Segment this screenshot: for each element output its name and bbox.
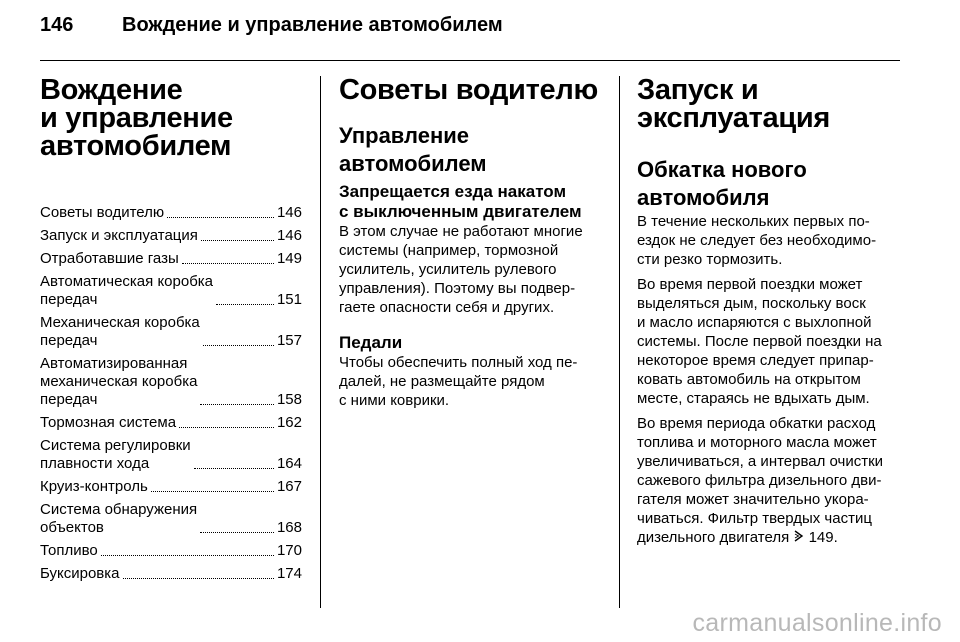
toc-dot-leader [200,532,274,533]
paragraph-pedals: Чтобы обеспечить полный ход пе- далей, не размещайте рядом с ними коврики. [339,354,578,409]
toc-entry[interactable] [40,314,302,350]
toc-dot-leader [167,217,274,218]
chapter-title: Вождение и управление автомобилем [40,74,233,162]
toc-entry-title: Автоматизированная механическая коробка передач [40,355,198,408]
toc-entry-title: Запуск и эксплуатация [40,227,198,244]
chapter-contents-column [40,76,302,588]
cross-reference-arrow-icon[interactable] [793,528,804,547]
toc-entry[interactable] [40,501,302,537]
toc-entry[interactable] [40,227,302,245]
watermark: carmanualsonline.info [692,609,942,637]
page-header [40,14,503,50]
starting-operating-column [637,76,905,553]
toc-entry-page: 162 [276,414,302,431]
column-divider-1 [320,76,321,608]
toc-entry[interactable] [40,273,302,309]
toc-entry-page: 157 [276,332,302,349]
paragraph-no-coasting: В этом случае не работают многие системы (например, тормозной усилитель, усилитель рулевого управления). Поэтому вы подвер- гаете опасности себя и других. [339,223,583,316]
toc-dot-leader [123,578,274,579]
column-divider-2 [619,76,620,608]
toc-entry-page: 174 [276,565,302,582]
toc-entry-page: 151 [276,291,302,308]
toc-entry-title: Топливо [40,542,98,559]
toc-entry[interactable] [40,565,302,583]
toc-dot-leader [151,491,274,492]
toc-entry[interactable] [40,478,302,496]
toc-entry-page: 164 [276,455,302,472]
toc-entry-page: 167 [276,478,302,495]
driving-tips-column [339,76,606,416]
toc-dot-leader [216,304,274,305]
cross-reference-page[interactable]: 149. [808,529,838,546]
toc-entry-title: Тормозная система [40,414,177,431]
paragraph-break-in-3 [637,414,905,547]
paragraph-break-in-1: В течение нескольких первых по- ездок не следует без необходимо- сти резко тормозить. [637,213,877,268]
toc-entry-title: Система регулировки плавности хода [40,437,191,472]
running-title: Вождение и управление автомобилем [122,14,503,36]
heading-no-coasting: Запрещается езда накатом с выключенным двигателем [339,182,582,221]
toc-entry-title: Автоматическая коробка передач [40,273,214,308]
toc-dot-leader [179,427,274,428]
toc-dot-leader [200,404,274,405]
toc-dot-leader [101,555,274,556]
paragraph-break-in-3-text: Во время периода обкатки расход топлива и моторного масла может увеличиваться, а интервал очистки сажевого фильтра дизельного дви- гателя может значительно укора- чиваться. Фильтр твердых частиц дизельного двигателя [637,415,884,546]
toc-entry-title: Советы водителю [40,204,165,221]
toc-dot-leader [182,263,274,264]
subsection-title-vehicle-control: Управление автомобилем [339,123,487,176]
heading-pedals: Педали [339,333,403,352]
toc-entry-page: 158 [276,391,302,408]
table-of-contents [40,204,302,583]
toc-entry-title: Механическая коробка передач [40,314,200,349]
toc-entry[interactable] [40,204,302,222]
toc-entry[interactable] [40,437,302,473]
toc-entry[interactable] [40,542,302,560]
toc-entry-page: 146 [276,227,302,244]
toc-entry-title: Отработавшие газы [40,250,179,267]
toc-entry[interactable] [40,355,302,409]
toc-dot-leader [201,240,274,241]
toc-entry-page: 146 [276,204,302,221]
toc-dot-leader [194,468,274,469]
toc-entry-title: Круиз-контроль [40,478,148,495]
subsection-title-break-in: Обкатка нового автомобиля [637,157,807,210]
toc-entry[interactable] [40,414,302,432]
paragraph-break-in-2: Во время первой поездки может выделяться дым, поскольку воск и масло испаряются с выхлопной системы. После первой поездки на некоторое время следует припар- ковать автомобиль на открытом месте, стараясь не вдыхать дым. [637,276,882,407]
toc-entry-title: Система обнаружения объектов [40,501,198,536]
toc-entry-page: 170 [276,542,302,559]
toc-entry-page: 149 [276,250,302,267]
section-title-driving-tips: Советы водителю [339,74,598,106]
header-rule [40,60,900,61]
toc-entry[interactable] [40,250,302,268]
section-title-starting-operating: Запуск и эксплуатация [637,74,831,134]
page-number: 146 [40,14,74,36]
toc-entry-title: Буксировка [40,565,120,582]
toc-entry-page: 168 [276,519,302,536]
toc-dot-leader [203,345,274,346]
